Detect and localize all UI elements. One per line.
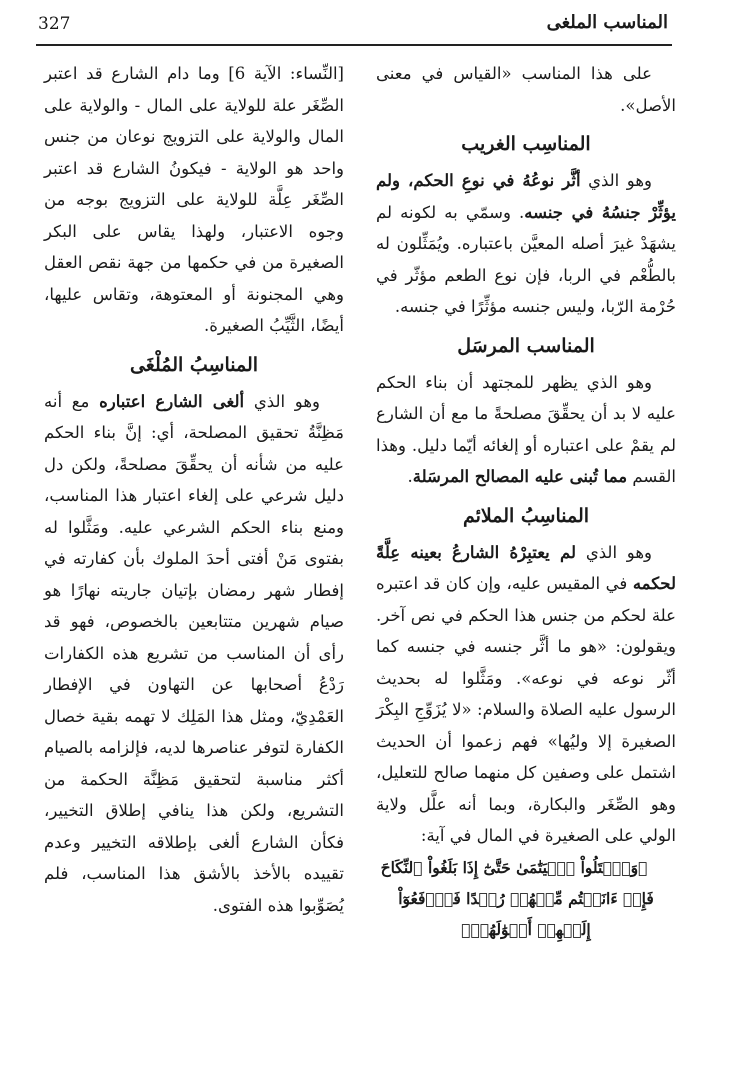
bold-run: أثَّر نوعُهُ في نوعِ الحكم،: [408, 171, 581, 190]
text-run: في المقيس عليه، وإن كان قد اعتبره علة لحكم من جنس هذا الحكم في نص آخر. ويقولون: «هو ما أثَّر جنسه في جنسه كما أثّر نوعه في نوعه». ومَثَّلوا له بحديث الرسول عليه الصلاة والسلام: «لا يُزَوِّجِ البِكْرَ الصغيرة إلا وليُها» فهم زعموا أن الحديث اشتمل على وصفين كل منهما صالح للتعليل، وهو الصِّغَر والبكارة، وبما أنه علَّل ولاية الولي على الصغيرة في المال في آية:: [376, 574, 676, 845]
paragraph-mursal: [376, 367, 676, 493]
heading-mulgha: المناسِبُ المُلْغَى: [129, 353, 259, 376]
page-header: [38, 12, 668, 44]
intro-paragraph: على هذا المناسب «القياس في معنى الأصل».: [376, 64, 676, 115]
left-column: [44, 58, 344, 921]
bold-run: ولم يؤثِّرْ جنسُهُ في جنسه: [376, 171, 676, 222]
bold-run: مما تُبنى عليه المصالح المرسَلة: [412, 467, 628, 486]
heading-gharib: المناسِب الغريب: [461, 133, 591, 155]
text-run: وهو الذي: [576, 542, 652, 562]
text-run: وهو الذي: [580, 171, 652, 190]
bold-run: ألغى الشارع اعتباره: [99, 391, 245, 411]
header-rule: [36, 44, 672, 46]
continuation-paragraph: [النِّساء: الآية 6] وما دام الشارع قد اعتبر الصِّغَر علة للولاية على المال - والولاية على المال والولاية على التزويج نوعان من جنس واحد هو الولاية - فيكونُ الشارع قد اعتبر الصِّغَر عِلَّة للولاية على التزويج بوجه من وجوه الاعتبار، ولهذا يقاس على البكر الصغيرة من في حكمها من جهة نقص العقل وهي المجنونة أو المعتوهة، وتقاس عليها، أيضًا، الثَّيِّبُ الصغيرة.: [44, 64, 344, 335]
right-column: [376, 58, 676, 945]
quran-verse: ﴿وَٱبۡتَلُواْ ٱلۡيَتَٰمَىٰ حَتَّىٰٓ إِذَا بَلَغُواْ ٱلنِّكَاحَ فَإِنۡ ءَانَسۡتُم مِّنۡهُمۡ رُشۡدًا فَٱدۡفَعُوٓاْ إِلَيۡهِمۡ أَمۡوَٰلَهُمۡ﴾: [380, 857, 654, 939]
text-run: .: [407, 467, 413, 486]
page-number: 327: [38, 14, 71, 34]
text-run: وهو الذي: [244, 391, 321, 411]
bold-run: لم يعتبِرْهُ الشارعُ بعينه عِلَّةً لحكمه: [376, 542, 676, 593]
paragraph-mulaim: [376, 537, 676, 852]
text-run: مع أنه مَظِنَّةُ تحقيق المصلحة، أي: إنَّ بناء الحكم عليه من شأنه أن يحقِّقَ مصلحةً، ولكن دل دليل شرعي على إلغاء اعتبار هذا المناسب، ومنع بناء الحكم الشرعي عليه. ومَثَّلوا له بفتوى مَنْ أفتى أحدَ الملوك بأن كفارته في إفطار شهر رمضان بإتيان جاريته نهارًا هو صيام شهرين متتابعين بالخصوص، فهو قد رأى أن المناسب من تشريع هذه الكفارات رَدْعُ أصحابها عن التهاون في الإفطار العَمْدِيّ، ومثل هذا المَلِك لا تهمه بقية خصال الكفارة لتوفر عناصرها لديه، فإلزامه بالصيام أكثر مناسبة لتحقيق مَظِنَّة الحكمة من التشريع، ولكن هذا ينافي إطلاق التخيير، فكأن الشارع ألغى بإطلاقه التخيير وعدم تقييده بالأخذ بالأشق هذا المناسب، فلم يُصَوِّبوا هذه الفتوى.: [44, 391, 344, 915]
text-run: . وسمّي به لكونه لم يشهَدْ غيرَ أصله المعيَّن باعتباره. ويُمَثِّلون له بالطُّعْم في الربا، فإن نوع الطعم مؤثّر في حُرْمة الرّبا، وليس جنسه مؤثِّرًا في جنسه.: [376, 202, 676, 316]
running-title: المناسب الملغى: [546, 12, 668, 33]
text-run: وهو الذي يظهر للمجتهد أن بناء الحكم عليه لا بد أن يحقِّقَ مصلحةً ما مع أن الشارع لم يقمْ على اعتباره أو إلغائه أيّما دليل. وهذا القسم: [376, 372, 676, 486]
heading-mulaim: المناسِبُ الملائم: [462, 504, 590, 527]
paragraph-gharib: [376, 165, 676, 323]
paragraph-mulgha: [44, 386, 344, 922]
heading-mursal: المناسب المرسَل: [457, 334, 595, 357]
